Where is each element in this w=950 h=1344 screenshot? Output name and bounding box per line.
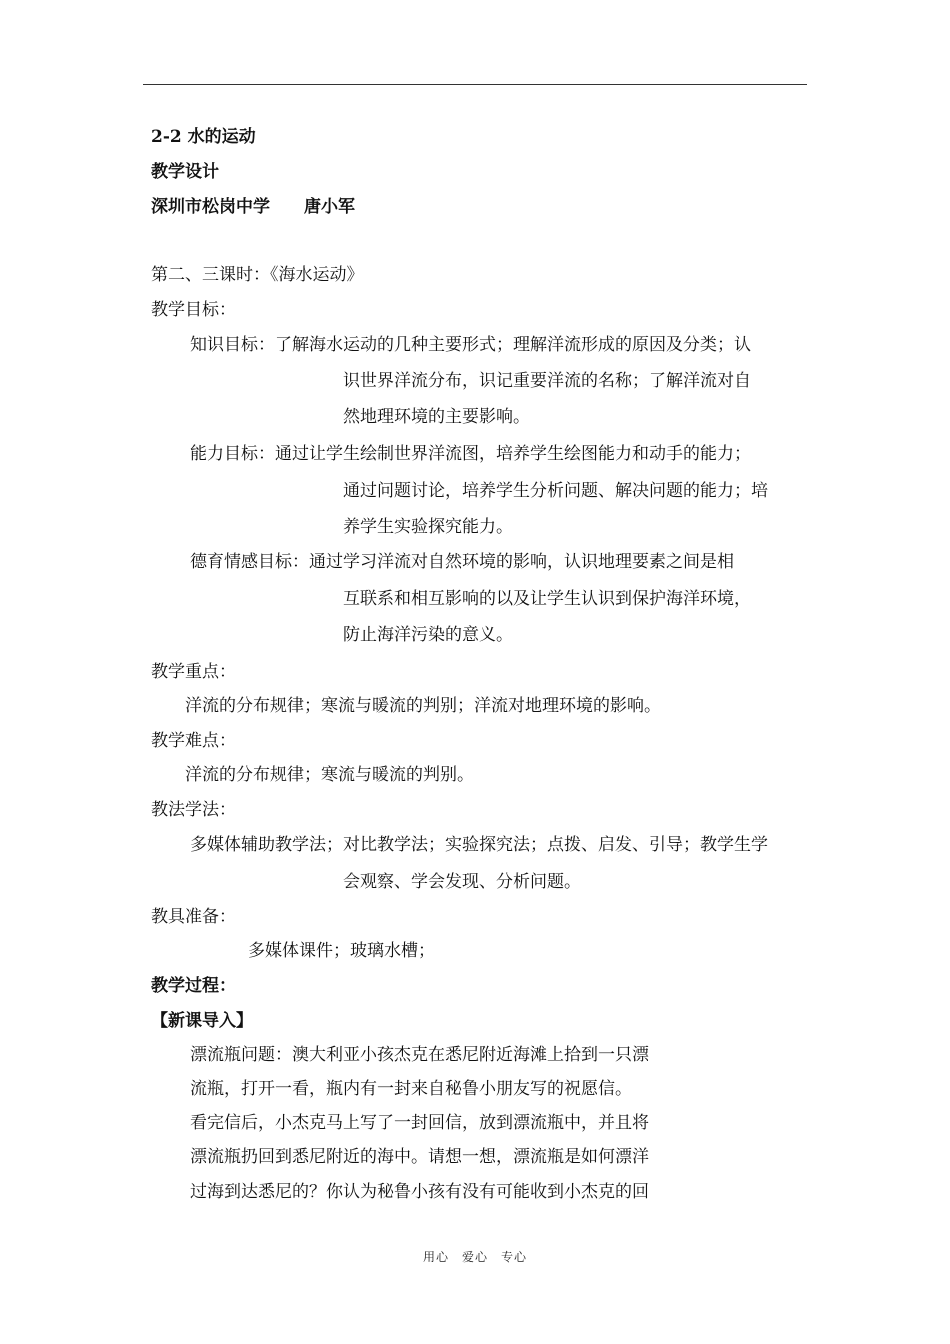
moral-objective-line: 防止海洋污染的意义。 [343, 625, 513, 645]
lesson-title: 第二、三课时：《海水运动》 [151, 265, 364, 285]
header-rule [143, 84, 807, 85]
methods-heading: 教法学法： [151, 800, 236, 820]
intro-line: 看完信后，小杰克马上写了一封回信，放到漂流瓶中，并且将 [190, 1113, 649, 1133]
methods-line: 多媒体辅助教学法；对比教学法；实验探究法；点拨、启发、引导；教学生学 [190, 835, 768, 855]
intro-line: 漂流瓶问题：澳大利亚小孩杰克在悉尼附近海滩上拾到一只漂 [190, 1045, 649, 1065]
moral-objective-line: 互联系和相互影响的以及让学生认识到保护海洋环境， [343, 589, 751, 609]
section-number: 2-2 水的运动 [151, 127, 256, 147]
objectives-heading: 教学目标： [151, 300, 236, 320]
knowledge-objective-line: 然地理环境的主要影响。 [343, 407, 530, 427]
difficulties-text: 洋流的分布规律；寒流与暖流的判别。 [185, 765, 474, 785]
methods-line: 会观察、学会发现、分析问题。 [343, 872, 581, 892]
moral-objective-line: 德育情感目标：通过学习洋流对自然环境的影响，认识地理要素之间是相 [190, 552, 734, 572]
knowledge-objective-line: 知识目标：了解海水运动的几种主要形式；理解洋流形成的原因及分类；认 [190, 335, 751, 355]
knowledge-objective-line: 识世界洋流分布，识记重要洋流的名称；了解洋流对自 [343, 371, 751, 391]
key-points-heading: 教学重点： [151, 662, 236, 682]
intro-line: 过海到达悉尼的？你认为秘鲁小孩有没有可能收到小杰克的回 [190, 1182, 649, 1202]
doc-type: 教学设计 [151, 162, 219, 182]
key-points-text: 洋流的分布规律；寒流与暖流的判别；洋流对地理环境的影响。 [185, 696, 661, 716]
tools-text: 多媒体课件；玻璃水槽； [248, 941, 435, 961]
difficulties-heading: 教学难点： [151, 731, 236, 751]
school-author: 深圳市松岗中学 唐小军 [151, 197, 355, 217]
ability-objective-line: 能力目标：通过让学生绘制世界洋流图，培养学生绘图能力和动手的能力； [190, 444, 751, 464]
intro-heading: 【新课导入】 [151, 1011, 253, 1031]
intro-line: 流瓶，打开一看，瓶内有一封来自秘鲁小朋友写的祝愿信。 [190, 1079, 632, 1099]
intro-line: 漂流瓶扔回到悉尼附近的海中。请想一想，漂流瓶是如何漂洋 [190, 1147, 649, 1167]
page-footer: 用心 爱心 专心 [422, 1250, 527, 1264]
process-heading: 教学过程： [151, 976, 236, 996]
tools-heading: 教具准备： [151, 907, 236, 927]
ability-objective-line: 通过问题讨论，培养学生分析问题、解决问题的能力；培 [343, 481, 768, 501]
ability-objective-line: 养学生实验探究能力。 [343, 517, 513, 537]
